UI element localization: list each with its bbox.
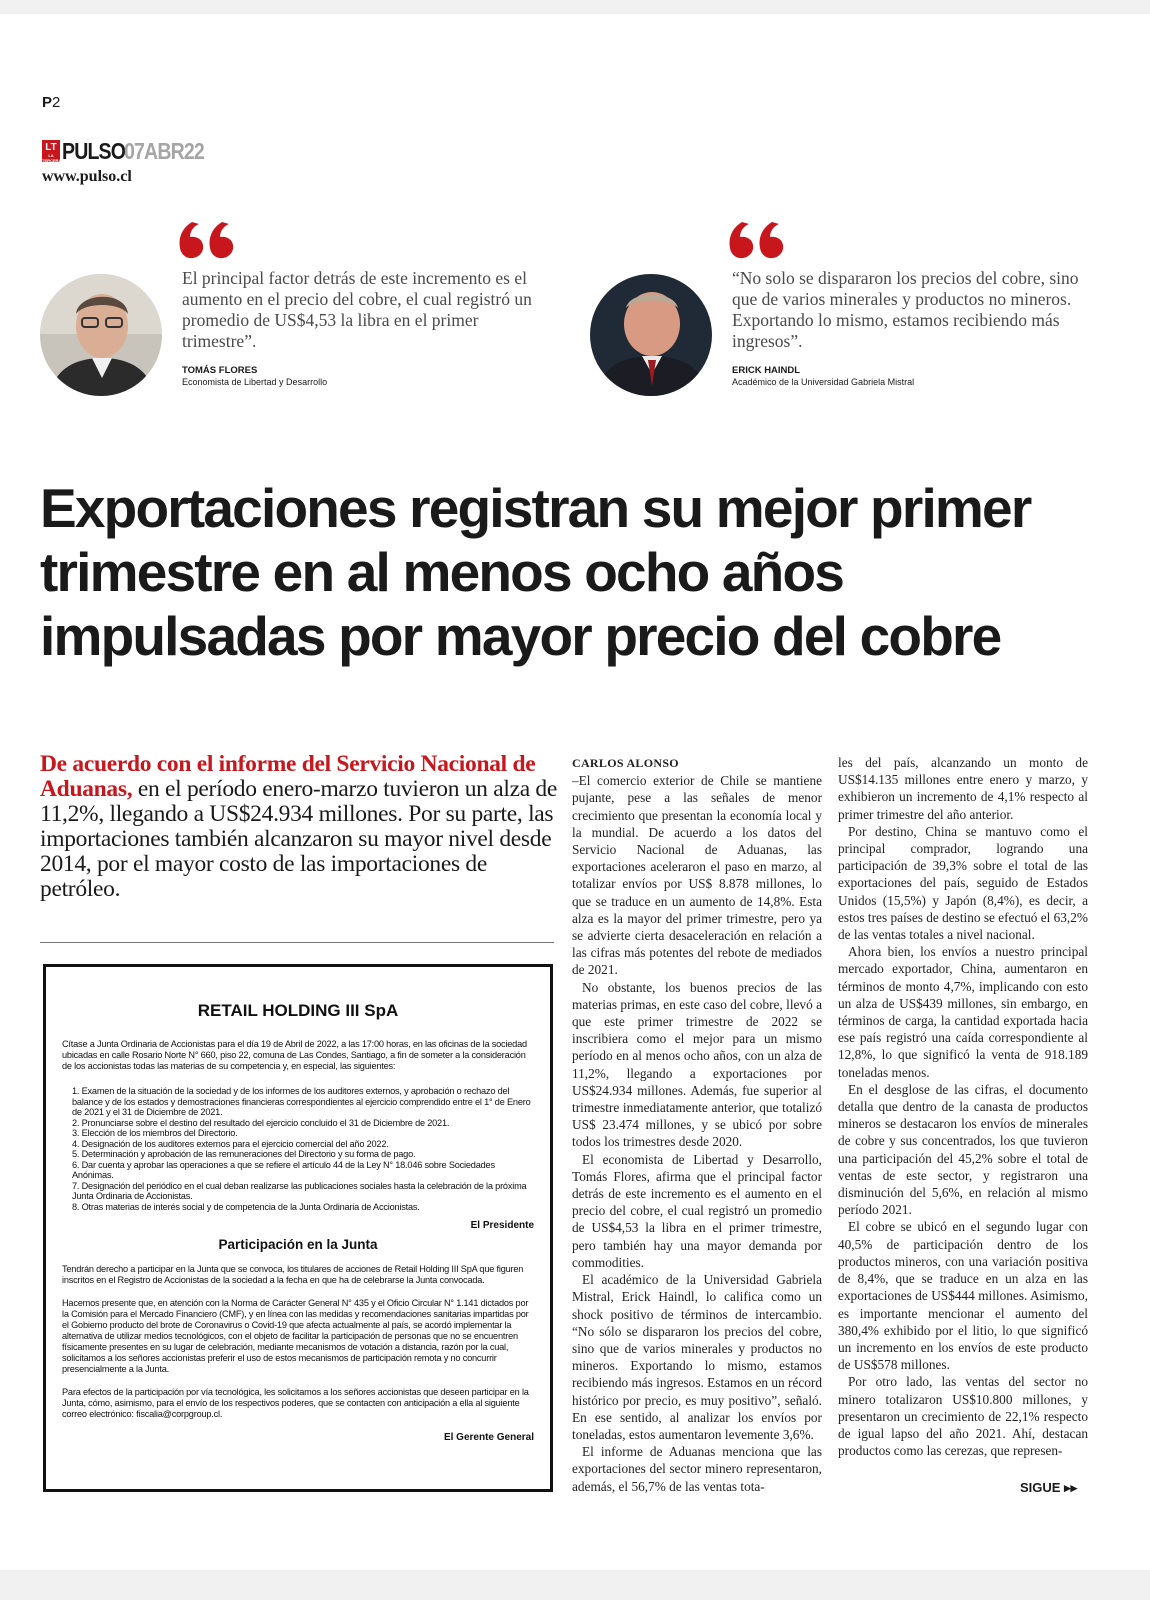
quote-role-2: Académico de la Universidad Gabriela Mistral <box>732 377 915 387</box>
article-column-1 <box>572 755 822 1495</box>
edition-date: 07ABR22 <box>124 137 205 164</box>
article-paragraph: No obstante, los buenos precios de las materias primas, en este caso del cobre, llevó a que este primer trimestre de 2022 se inscribiera como el mejor para un mismo período en al menos ocho años, con un alza de 11,2%, llegando a exportaciones por US$24.934 millones. Además, fue superior al trimestre inmediatamente anterior, que totalizó US$ 23.474 millones, y se ubicó por sobre todos los trimestres desde 2020. <box>572 979 822 1150</box>
site-url: www.pulso.cl <box>42 168 132 185</box>
article-paragraph: El informe de Aduanas menciona que las exportaciones del sector minero representaron, además, el 56,7% de las ventas tota- <box>572 1444 822 1494</box>
article-paragraph: –El comercio exterior de Chile se mantiene pujante, pese a las señales de menor crecimiento que presentan la economía local y la mundial. De acuerdo a los datos del Servicio Nacional de Aduanas, las exportaciones aceleraron el paso en marzo, al totalizar envíos por US$ 8.878 millones, lo que se traduce en un aumento de 14,8%. Esta alza es la mayor del primer trimestre, pero ya se advierte cierta desaceleración en relación a las cifras más potentes del rebote de mediados de 2021. <box>572 773 822 978</box>
agenda-item: 2. Pronunciarse sobre el destino del resultado del ejercicio concluido el 31 de Diciembre de 2021. <box>72 1117 450 1128</box>
article-paragraph: El académico de la Universidad Gabriela Mistral, Erick Haindl, lo califica como un shock positivo de términos de intercambio. “No sólo se dispararon los precios del cobre, sino que de varios minerales y productos no mineros. Exportando lo mismo, estamos recibiendo más ingresos. Estamos en un récord histórico por precio, es muy positivo”, señaló. En ese sentido, al analizar los envíos por toneladas, estos aumentaron levemente 3,6%. <box>572 1272 822 1442</box>
notice-paragraph: Hacemos presente que, en atención con la Norma de Carácter General N° 435 y el Oficio Circular N° 1.141 dictados por la Comisión para el Mercado Financiero (CMF), y en línea con las medidas y recomendaciones sanitarias impartidas por el Gobierno producto del brote de Coronavirus o Covid-19 que afecta actualmente al país, se acordó implementar la alternativa de utilizar medios tecnológicos, con el objeto de facilitar la participación de personas que no se encuentren físicamente presentes en su lugar de celebración, mediante mecanismos de votación a distancia, razón por la cual, solicitamos a los señores accionistas preferir el uso de estos mecanismos de participación remota y no concurrir presencialmente a la Junta. <box>62 1298 529 1374</box>
quote-mark-icon <box>178 218 238 260</box>
legal-notice <box>43 964 553 1492</box>
lede <box>40 752 560 902</box>
notice-paragraph: Tendrán derecho a participar en la Junta que se convoca, los titulares de acciones de Retail Holding III SpA que figuren inscritos en el Registro de Accionistas de la sociedad a la fecha en que ha de celebrarse la Junta convocada. <box>62 1264 524 1285</box>
lede-text: en el período enero-marzo tuvieron un alza de 11,2%, llegando a US$24.934 millones. Por su parte, las importaciones también alcanzaron su mayor nivel desde 2014, por el mayor costo de las importaciones de petróleo. <box>40 776 557 902</box>
lede-highlight: De acuerdo con el informe del Servicio Nacional de Aduanas, <box>40 751 536 802</box>
agenda-item: 6. Dar cuenta y aprobar las operaciones a que se refiere el artículo 44 de la Ley N° 18.046 sobre Sociedades Anónimas. <box>72 1159 495 1180</box>
article-paragraph: En el desglose de las cifras, el documento detalla que dentro de la canasta de productos mineros se destacaron los envíos de minerales de cobre y sus concentrados, los que tuvieron una participación del 45,2% sobre el total de ventas de este sector, y registraron una disminución del 5,6%, en relación al mismo período 2021. <box>838 1081 1088 1218</box>
article-paragraph: El cobre se ubicó en el segundo lugar con 40,5% de participación dentro de los productos mineros, con una variación positiva de 8,4%, que se traduce en un alza en las exportaciones de US$444 millones. Asimismo, es importante mencionar el aumento del 380,4% exhibido por el litio, lo que significó un incremento en los envíos de este producto de US$578 millones. <box>838 1219 1088 1373</box>
divider <box>40 942 554 943</box>
continue-label: SIGUE ▸▸ <box>1020 1480 1078 1495</box>
agenda-item: 1. Examen de la situación de la sociedad y de los informes de los auditores externos, y aprobación o rechazo del balance y de los estados y demostraciones financieras correspondientes al ejercicio comprendido entre el 1° de Enero de 2021 y el 31 de Diciembre de 2021. <box>72 1086 531 1117</box>
quote-block-2 <box>590 218 1110 398</box>
byline: CARLOS ALONSO <box>572 756 679 770</box>
lt-logo: LT LA TERCERA <box>42 142 62 163</box>
quote-author-1: TOMÁS FLORES <box>182 365 258 376</box>
article-paragraph: Por otro lado, las ventas del sector no minero totalizaron US$10.800 millones, y presentaron un crecimiento de 22,1% respecto de igual lapso del año 2021. Ahí, destacan productos como las cerezas, que represen- <box>838 1374 1088 1459</box>
avatar-erick-haindl <box>590 274 712 396</box>
quote-role-1: Economista de Libertad y Desarrollo <box>182 377 328 387</box>
bottom-bar <box>0 1570 1150 1600</box>
avatar-tomas-flores <box>40 274 162 396</box>
brand-header <box>42 138 218 164</box>
article-paragraph: les del país, alcanzando un monto de US$14.135 millones entre enero y marzo, y exhibieron un incremento de 4,1% respecto al primer trimestre del año anterior. <box>838 755 1088 822</box>
top-bar <box>0 0 1150 14</box>
headline: Exportaciones registran su mejor primer trimestre en al menos ocho años impulsadas por mayor precio del cobre <box>40 477 1031 667</box>
notice-intro: Cítase a Junta Ordinaria de Accionistas para el día 19 de Abril de 2022, a las 17:00 horas, en las oficinas de la sociedad ubicadas en calle Rosario Norte N° 660, piso 22, comuna de Las Condes, Santiago, a fin de someter a la consideración de los accionistas todas las materias de su competencia y, en especial, las siguientes: <box>62 1039 527 1071</box>
notice-signature-manager: El Gerente General <box>443 1432 534 1443</box>
notice-agenda <box>62 1086 534 1212</box>
quote-text-1: El principal factor detrás de este incremento es el aumento en el precio del cobre, el cual registró un promedio de US$4,53 la libra en el primer trimestre”. <box>182 268 532 351</box>
notice-subtitle: Participación en la Junta <box>218 1237 378 1252</box>
agenda-item: 8. Otras materias de interés social y de competencia de la Junta Ordinaria de Accionistas. <box>72 1201 420 1212</box>
article-paragraph: Por destino, China se mantuvo como el principal comprador, logrando una participación de 39,3% sobre el total de las exportaciones del país, seguido de Estados Unidos (15,5%) y Japón (8,4%), es decir, a estos tres países de destino se efectuó el 63,2% de las ventas totales a nivel nacional. <box>838 823 1088 943</box>
article-column-2 <box>838 754 1088 1459</box>
quote-mark-icon <box>728 218 788 260</box>
notice-signature-president: El Presidente <box>470 1220 534 1231</box>
notice-title: RETAIL HOLDING III SpA <box>197 1001 399 1020</box>
article-paragraph: Ahora bien, los envíos a nuestro principal mercado exportador, China, aumentaron en términos de monto 4,7%, implicando con esto un alza de US$439 millones, sin embargo, en términos de carga, la cantidad exportada hacia ese país registró una caída correspondiente al 12,8%, lo que significó la venta de 918.189 toneladas menos. <box>838 944 1088 1080</box>
article-paragraph: El economista de Libertad y Desarrollo, Tomás Flores, afirma que el principal factor detrás de este incremento es el aumento en el precio del cobre, el cual registró un promedio de US$4,53 la libra en el primer trimestre, pero también hay una mayor demanda por commodities. <box>572 1151 822 1270</box>
page-number: P2 <box>42 94 61 111</box>
notice-paragraph: Para efectos de la participación por vía tecnológica, les solicitamos a los señores accionistas que deseen participar en la Junta, cómo, asimismo, para el envío de los respectivos poderes, que se contacten con anticipación a ella al siguiente correo electrónico: fiscalia@corpgroup.cl. <box>62 1387 529 1419</box>
agenda-item: 3. Elección de los miembros del Directorio. <box>72 1128 238 1138</box>
brand-name: PULSO <box>62 137 126 164</box>
quote-text-2: “No solo se dispararon los precios del cobre, sino que de varios minerales y productos no mineros. Exportando lo mismo, estamos recibiendo más ingresos”. <box>732 268 1079 351</box>
agenda-item: 7. Designación del periódico en el cual deban realizarse las publicaciones sociales hasta la celebración de la próxima Junta Ordinaria de Accionistas. <box>72 1180 527 1201</box>
quote-block-1 <box>40 218 560 398</box>
agenda-item: 4. Designación de los auditores externos para el ejercicio comercial del año 2022. <box>72 1138 389 1149</box>
quote-author-2: ERICK HAINDL <box>732 365 801 376</box>
agenda-item: 5. Determinación y aprobación de las remuneraciones del Directorio y su forma de pago. <box>72 1149 416 1159</box>
